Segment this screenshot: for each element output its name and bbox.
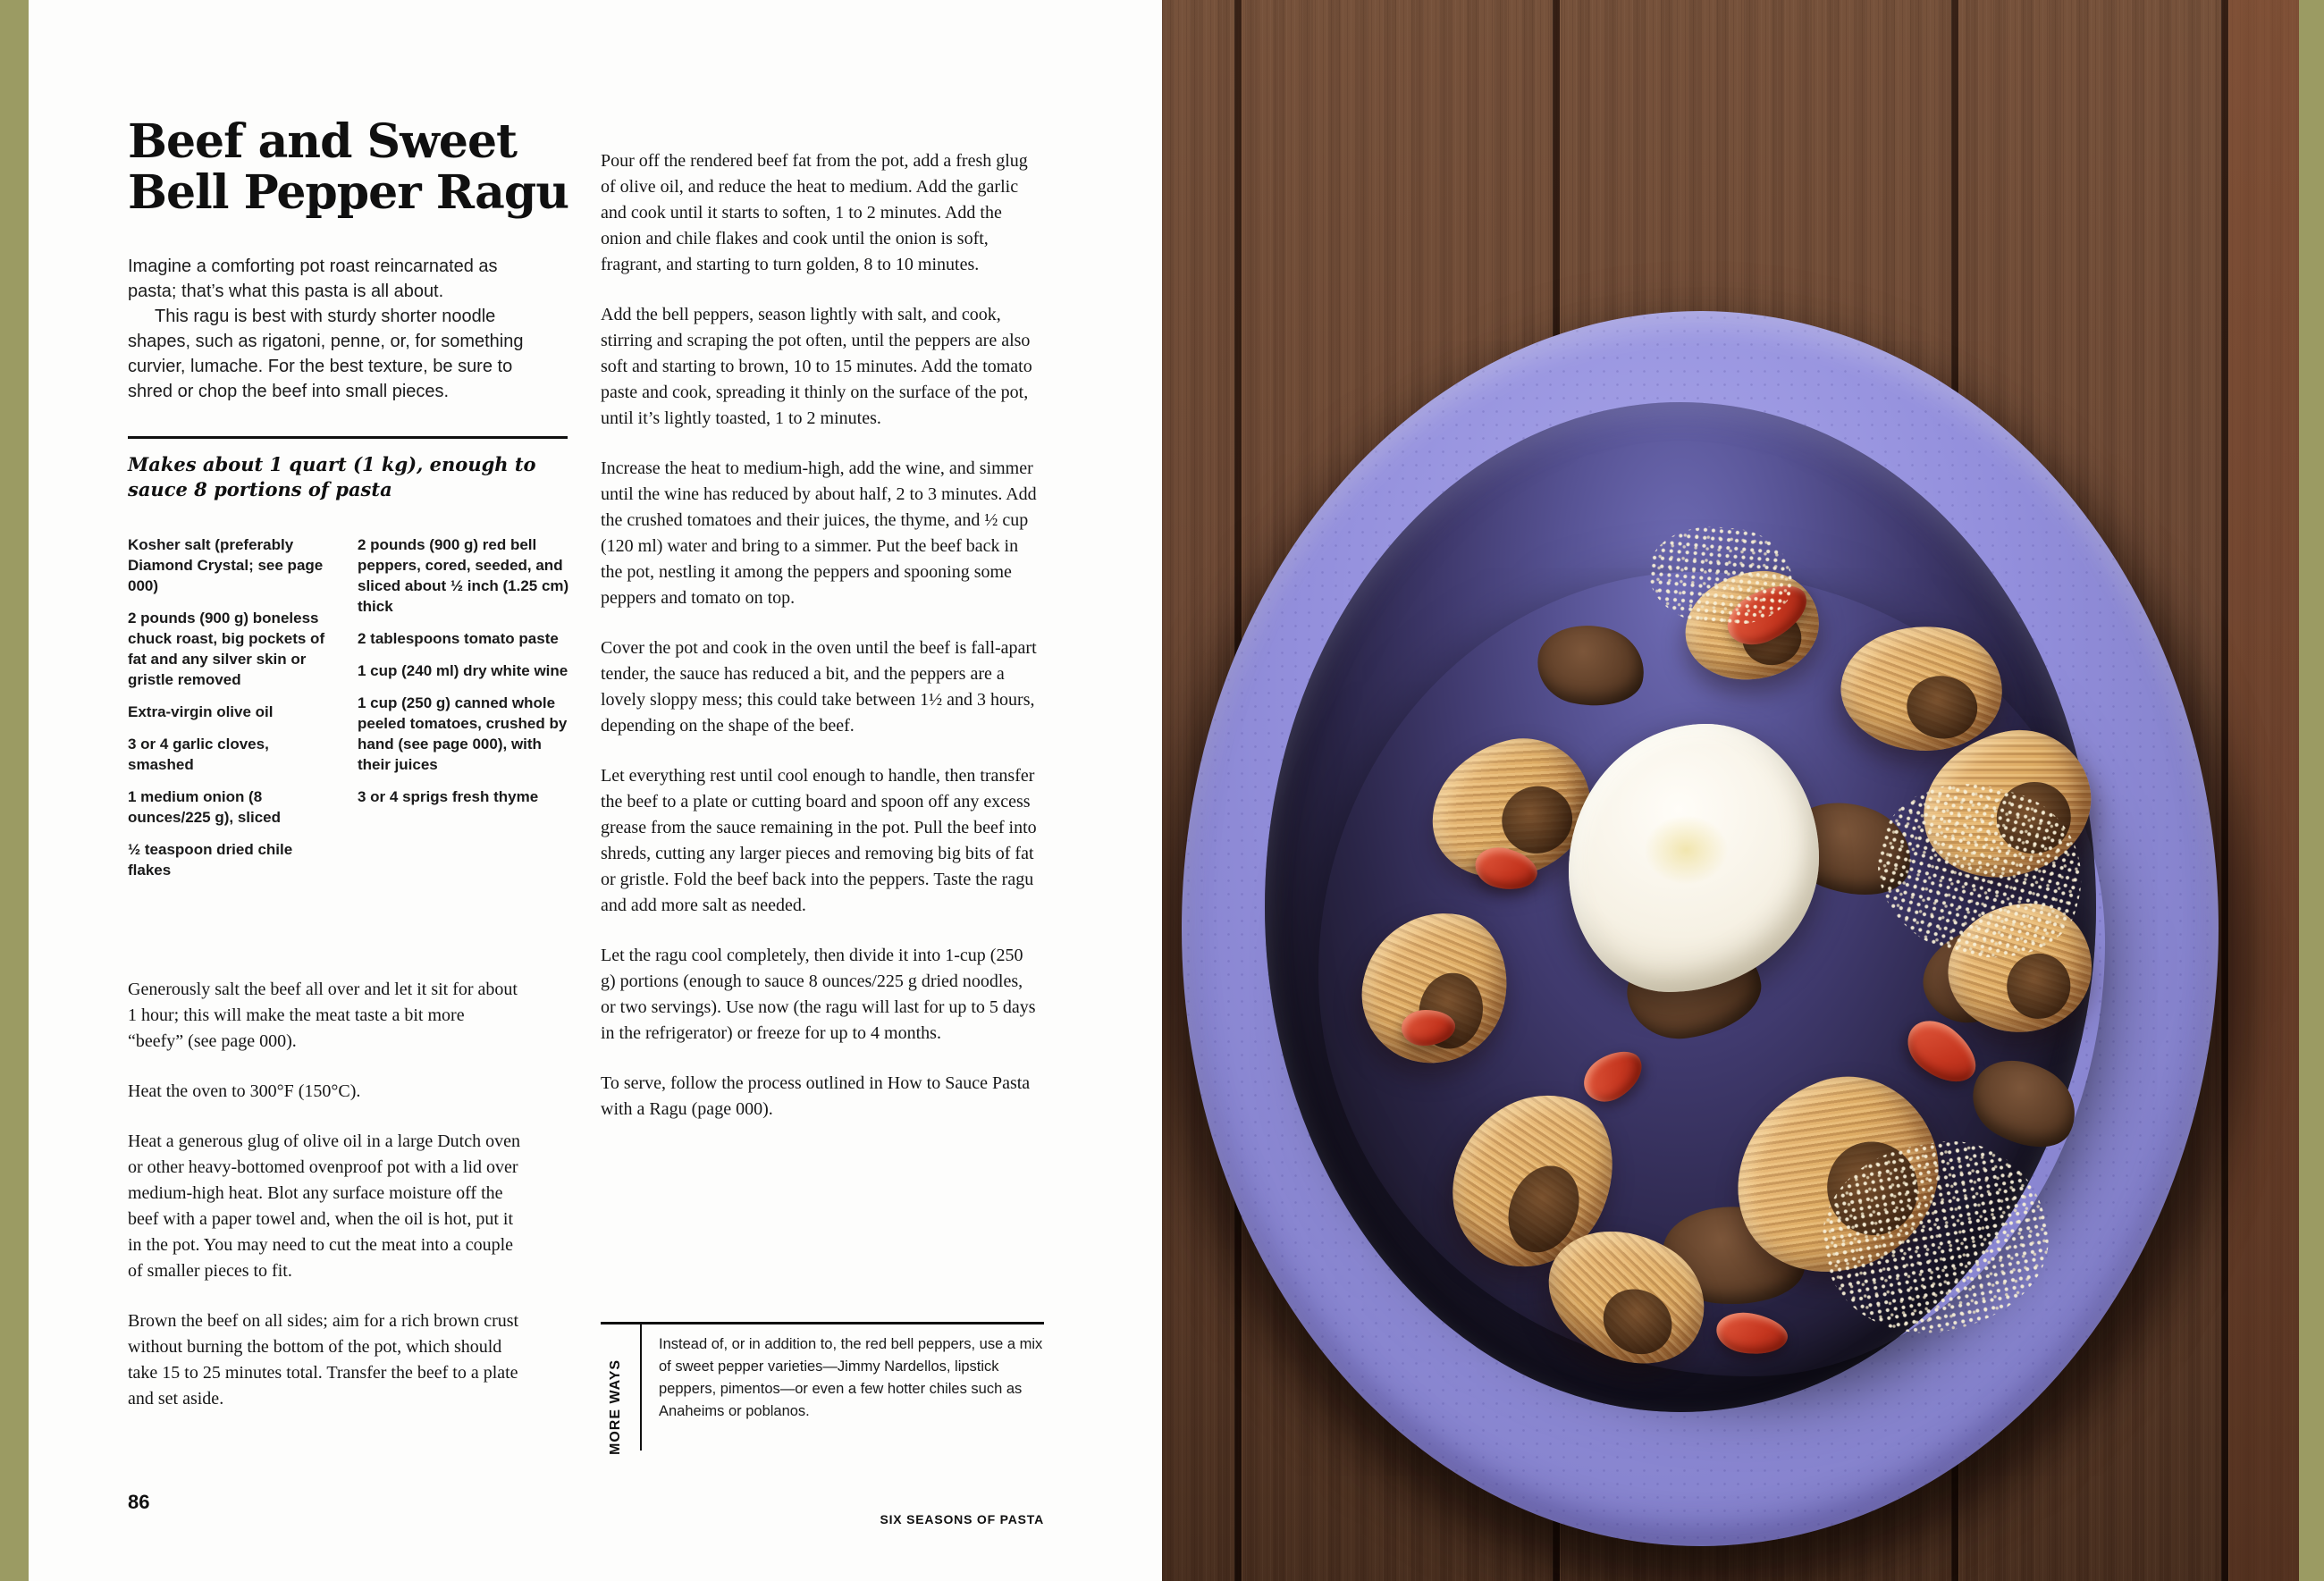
ingredient-item: 3 or 4 sprigs fresh thyme xyxy=(358,788,539,805)
more-ways-top-rule xyxy=(601,1322,1044,1325)
method-step: Heat the oven to 300°F (150°C). xyxy=(128,1081,361,1101)
recipe-intro xyxy=(128,254,532,404)
recipe-title xyxy=(128,116,628,218)
more-ways-label: MORE WAYS xyxy=(608,1358,623,1455)
recipe-page xyxy=(29,0,1162,1581)
ingredient-list-column-1 xyxy=(128,534,326,892)
ingredient-item: 1 medium onion (8 ounces/225 g), sliced xyxy=(128,788,282,826)
method-column-2 xyxy=(601,148,1040,1147)
yield-note: Makes about 1 quart (1 kg), enough to sauce 8 portions of pasta xyxy=(128,453,536,500)
intro-paragraph: This ragu is best with sturdy shorter noodle shapes, such as rigatoni, penne, or, for something curvier, lumache. For the best texture, be sure to shred or chop the beef into small pieces. xyxy=(128,307,524,401)
ingredient-item: ½ teaspoon dried chile flakes xyxy=(128,841,293,879)
method-step: Cover the pot and cook in the oven until the beef is fall-apart tender, the sauce has reduced a bit, and the peppers are a lovely sloppy mess; this could take between 1½ and 3 hours, depending on the shape of the beef. xyxy=(601,638,1037,736)
recipe-title-line1: Beef and Sweet xyxy=(128,114,518,169)
right-accent-strip xyxy=(2299,0,2324,1581)
ingredient-item: 2 tablespoons tomato paste xyxy=(358,630,559,647)
page-number: 86 xyxy=(128,1491,150,1513)
method-column-1 xyxy=(128,977,521,1436)
method-step: Increase the heat to medium-high, add the wine, and simmer until the wine has reduced by about half, 2 to 3 minutes. Add the crushed tomatoes and their juices, the thyme, and ½ cup (120 ml) water and bring to a simmer. Put the beef back in the pot, nestling it among the peppers and spooning some peppers and tomato on top. xyxy=(601,458,1037,608)
method-step: Let the ragu cool completely, then divide it into 1-cup (250 g) portions (enough to sauce 8 ounces/225 g dried noodles, or two servings). Use now (the ragu will last for up to 5 days in the refrigerator) or freeze for up to 4 months. xyxy=(601,946,1036,1043)
ingredient-item: Extra-virgin olive oil xyxy=(128,703,274,720)
ingredient-item: 1 cup (240 ml) dry white wine xyxy=(358,662,568,679)
method-step: Pour off the rendered beef fat from the pot, add a fresh glug of olive oil, and reduce the heat to medium. Add the garlic and cook until it starts to soften, 1 to 2 minutes. Add the onion and chile flakes and cook until the onion is soft, fragrant, and starting to turn golden, 8 to 10 minutes. xyxy=(601,151,1028,274)
more-ways-text: Instead of, or in addition to, the red bell peppers, use a mix of sweet pepper varieties—Jimmy Nardellos, lipstick peppers, pimentos—or even a few hotter chiles such as Anaheims or poblanos. xyxy=(659,1336,1043,1419)
ingredient-item: 2 pounds (900 g) boneless chuck roast, big pockets of fat and any silver skin or gristle removed xyxy=(128,610,325,688)
divider-rule xyxy=(128,436,568,439)
wood-plank xyxy=(2228,0,2299,1581)
method-step: To serve, follow the process outlined in How to Sauce Pasta with a Ragu (page 000). xyxy=(601,1073,1031,1119)
method-step: Add the bell peppers, season lightly with salt, and cook, stirring and scraping the pot often, until the peppers are also soft and starting to brown, 10 to 15 minutes. Add the tomato paste and cook, spreading it thinly on the surface of the pot, until it’s lightly toasted, 1 to 2 minutes. xyxy=(601,305,1032,428)
running-footer-book-title: SIX SEASONS OF PASTA xyxy=(880,1512,1044,1526)
method-step: Let everything rest until cool enough to handle, then transfer the beef to a plate or cutting board and spoon off any excess grease from the sauce remaining in the pot. Pull the beef into shreds, cutting any larger pieces and removing big bits of fat or gristle. Fold the beef back into the peppers. Taste the ragu and add more salt as needed. xyxy=(601,766,1037,915)
method-step: Generously salt the beef all over and let it sit for about 1 hour; this will make the meat taste a bit more “beefy” (see page 000). xyxy=(128,980,518,1051)
intro-paragraph: Imagine a comforting pot roast reincarnated as pasta; that’s what this pasta is all about. xyxy=(128,256,498,301)
ingredient-list-column-2 xyxy=(358,534,574,819)
ingredient-item: 1 cup (250 g) canned whole peeled tomatoes, crushed by hand (see page 000), with their juices xyxy=(358,694,568,773)
ingredient-item: 3 or 4 garlic cloves, smashed xyxy=(128,736,269,773)
method-step: Heat a generous glug of olive oil in a large Dutch oven or other heavy-bottomed ovenproof pot with a lid over medium-high heat. Blot any surface moisture off the beef with a paper towel and, when the oil is hot, put it in the pot. You may need to cut the meat into a couple of smaller pieces to fit. xyxy=(128,1131,520,1281)
method-step: Brown the beef on all sides; aim for a rich brown crust without burning the bottom of the pot, which should take 15 to 25 minutes total. Transfer the beef to a plate and set aside. xyxy=(128,1311,519,1409)
ingredient-item: 2 pounds (900 g) red bell peppers, cored, seeded, and sliced about ½ inch (1.25 cm) thick xyxy=(358,536,569,615)
pasta-dish-photo xyxy=(1162,0,2299,1581)
more-ways-vertical-rule xyxy=(640,1324,642,1451)
ingredient-item: Kosher salt (preferably Diamond Crystal; see page 000) xyxy=(128,536,324,594)
left-accent-strip xyxy=(0,0,29,1581)
recipe-title-line2: Bell Pepper Ragu xyxy=(128,165,569,220)
